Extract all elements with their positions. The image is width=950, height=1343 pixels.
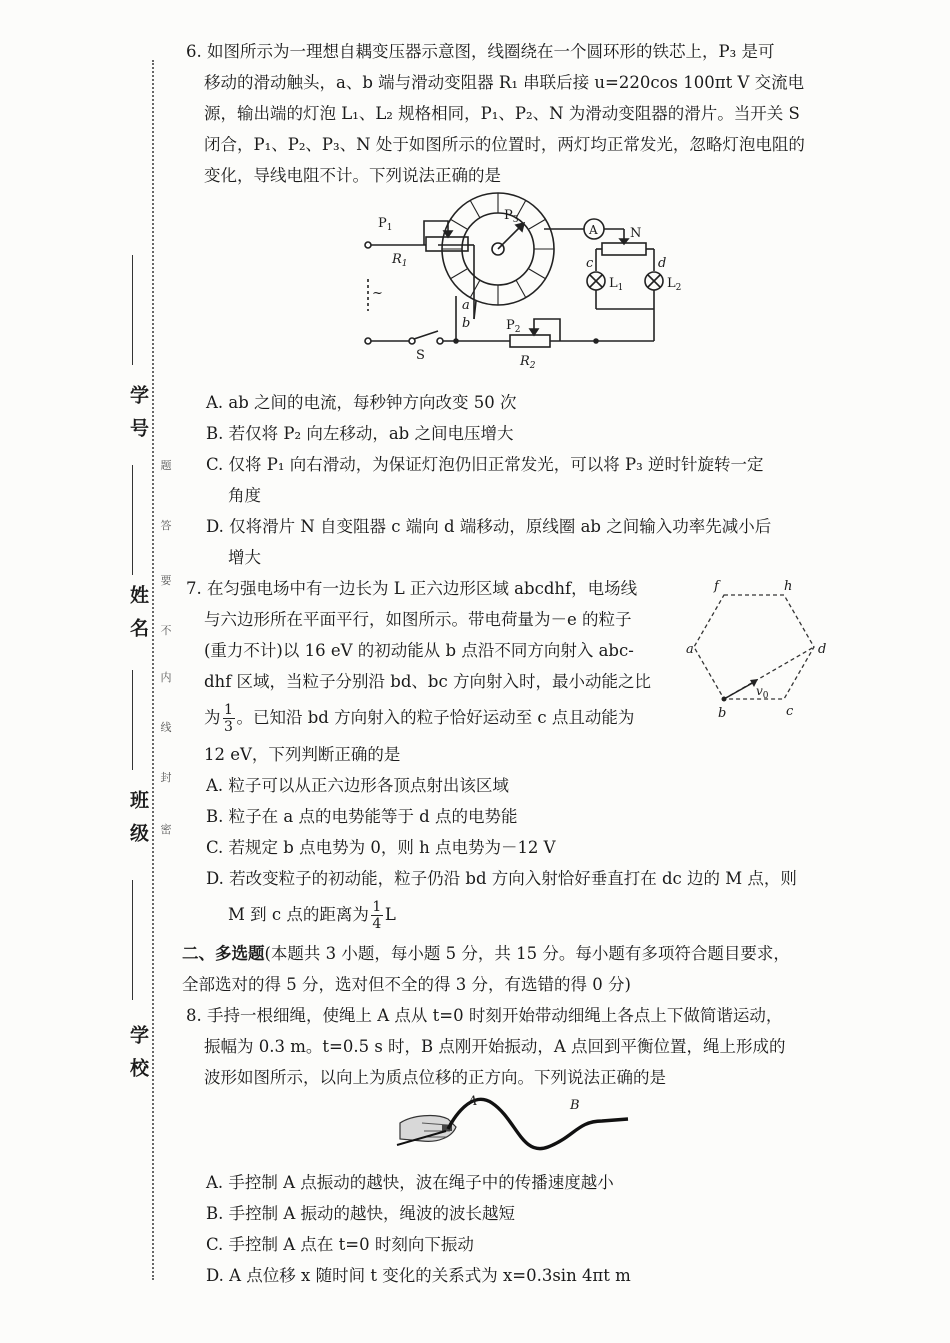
q8-stem-line: 8. 手持一根细绳，使绳上 A 点从 t=0 时刻开始带动细绳上各点上下做简谐运动， <box>186 1006 783 1025</box>
school-label: 学校 <box>127 1025 149 1091</box>
question-6 <box>186 36 836 573</box>
label-l2: $L_2$ <box>667 276 682 293</box>
q8-stem-line: 波形如图所示，以向上为质点位移的正方向。下列说法正确的是 <box>204 1068 666 1087</box>
q7-stem-line: 与六边形所在平面平行，如图所示。带电荷量为－e 的粒子 <box>204 610 632 629</box>
q6-stem-line: 源，输出端的灯泡 L₁、L₂ 规格相同，P₁、P₂、N 为滑动变阻器的滑片。当开关 S <box>204 104 800 123</box>
section-multi-choice <box>182 938 836 1000</box>
q7-stem-line: 7. 在匀强电场中有一边长为 L 正六边形区域 abcdhf，电场线 <box>186 579 638 598</box>
q6-stem-line: 闭合，P₁、P₂、P₃、N 处于如图所示的位置时，两灯均正常发光，忽略灯泡电阻的 <box>204 135 805 154</box>
label-d: d <box>658 256 667 271</box>
label-r1: $R_1$ <box>392 252 408 269</box>
q7-stem-line: (重力不计)以 16 eV 的初动能从 b 点沿不同方向射入 abc- <box>204 641 634 660</box>
q6-option-d-cont: 增大 <box>228 548 261 567</box>
seal-char: 密 <box>160 823 172 836</box>
q7-stem-pre: 为 <box>204 708 221 727</box>
seal-char: 封 <box>160 771 172 784</box>
input-terminal-top <box>365 242 371 248</box>
label-h: h <box>784 579 793 594</box>
label-p1: $P_1$ <box>378 216 393 233</box>
transformer-circuit-diagram <box>186 191 836 387</box>
p2-slider-arrow <box>530 329 538 335</box>
label-a: a <box>462 298 470 313</box>
q7-stem-line: dhf 区域，当粒子分别沿 bd、bc 方向射入时，最小动能之比 <box>204 672 651 691</box>
q6-option-b: B. 若仅将 P₂ 向左移动，ab 之间电压增大 <box>206 424 514 443</box>
section2-heading: 二、多选题 <box>182 944 265 963</box>
q6-figure-wrap <box>186 191 836 387</box>
v0-arrow <box>724 681 756 699</box>
label-b: b <box>462 316 471 331</box>
label-r2: $R_2$ <box>520 354 536 371</box>
class-line <box>132 670 133 770</box>
q7-stem-line: 12 eV，下列判断正确的是 <box>204 745 401 764</box>
name-line <box>132 465 133 575</box>
label-n: N <box>630 226 642 241</box>
seal-char: 题 <box>160 459 172 472</box>
switch-s <box>414 331 438 339</box>
input-terminal-bottom <box>365 338 371 344</box>
q7-option-b: B. 粒子在 a 点的电势能等于 d 点的电势能 <box>206 807 518 826</box>
label-p2: $P_2$ <box>506 318 521 335</box>
section2-line <box>182 938 836 969</box>
seal-char: 要 <box>160 574 172 587</box>
label-a: a <box>686 642 694 657</box>
q7-option-a: A. 粒子可以从正六边形各顶点射出该区域 <box>206 776 509 795</box>
label-ammeter: A <box>589 223 598 237</box>
fraction-one-third <box>223 702 235 735</box>
rope-wave-diagram <box>186 1093 836 1167</box>
q7-option-d: D. 若改变粒子的初动能，粒子仍沿 bd 方向入射恰好垂直打在 dc 边的 M 点，则 <box>206 869 797 888</box>
q8-option-d: D. A 点位移 x 随时间 t 变化的关系式为 x=0.3sin 4πt m <box>206 1266 631 1285</box>
label-s: S <box>416 348 425 363</box>
frac-den: 4 <box>372 916 382 932</box>
frac-num: 1 <box>224 702 233 718</box>
q7-d-pre: M 到 c 点的距离为 <box>228 905 369 924</box>
hexagon-field-diagram <box>686 577 836 727</box>
q8-option-c: C. 手控制 A 点在 t=0 时刻向下振动 <box>206 1235 474 1254</box>
q7-option-d-cont <box>186 894 836 936</box>
label-c: c <box>586 256 594 271</box>
frac-den: 3 <box>224 719 233 735</box>
label-c: c <box>786 704 794 719</box>
seal-char: 线 <box>160 721 172 734</box>
q6-option-a: A. ab 之间的电流，每秒钟方向改变 50 次 <box>206 393 517 412</box>
r2-resistor <box>510 335 550 347</box>
question-7 <box>186 573 836 936</box>
p3-arm <box>498 227 520 249</box>
seal-char: 不 <box>160 624 172 637</box>
q6-stem-line: 移动的滑动触头，a、b 端与滑动变阻器 R₁ 串联后接 u=220cos 100πt V 交流电 <box>204 73 805 92</box>
label-v0: $v_0$ <box>756 684 769 701</box>
seal-line <box>152 60 154 1280</box>
frac-num: 1 <box>372 899 382 915</box>
label-point-b: B <box>570 1098 580 1113</box>
section2-line: 全部选对的得 5 分，选对但不全的得 3 分，有选错的得 0 分) <box>182 975 631 994</box>
q6-stem-line: 6. 如图所示为一理想自耦变压器示意图，线圈绕在一个圆环形的铁芯上，P₃ 是可 <box>186 42 775 61</box>
seal-char: 答 <box>160 519 172 532</box>
q6-stem-line: 变化，导线电阻不计。下列说法正确的是 <box>204 166 501 185</box>
student-id-label: 学号 <box>127 385 149 451</box>
q7-option-c: C. 若规定 b 点电势为 0，则 h 点电势为－12 V <box>206 838 556 857</box>
label-f: f <box>714 579 719 594</box>
label-l1: $L_1$ <box>609 276 624 293</box>
q8-option-b: B. 手控制 A 振动的越快，绳波的波长越短 <box>206 1204 516 1223</box>
label-ac-source: ~ <box>372 286 383 301</box>
question-8 <box>186 1000 836 1291</box>
student-id-line <box>132 255 133 365</box>
name-label: 姓名 <box>127 585 149 651</box>
exam-content <box>182 36 836 1291</box>
q6-option-c-cont: 角度 <box>228 486 261 505</box>
q7-stem-post: 。已知沿 bd 方向射入的粒子恰好运动至 c 点且动能为 <box>236 708 635 727</box>
q8-option-a: A. 手控制 A 点振动的越快，波在绳子中的传播速度越小 <box>206 1173 614 1192</box>
class-label: 班级 <box>127 790 149 856</box>
label-p3: $P_3$ <box>504 208 519 225</box>
binding-margin <box>0 0 180 1343</box>
q7-d-post: L <box>384 905 396 924</box>
label-point-a: A <box>468 1094 478 1109</box>
seal-char: 内 <box>160 671 172 684</box>
q8-figure-wrap <box>186 1093 836 1167</box>
label-d: d <box>818 642 827 657</box>
q6-option-d: D. 仅将滑片 N 自变阻器 c 端向 d 端移动，原线圈 ab 之间输入功率先减小后 <box>206 517 772 536</box>
label-b: b <box>718 706 727 721</box>
fraction-one-quarter <box>371 899 383 932</box>
section2-desc: (本题共 3 小题，每小题 5 分，共 15 分。每小题有多项符合题目要求， <box>264 944 790 963</box>
q8-stem-line: 振幅为 0.3 m。t=0.5 s 时，B 点刚开始振动，A 点回到平衡位置，绳上形成的 <box>204 1037 786 1056</box>
school-line <box>132 880 133 1000</box>
q6-option-c: C. 仅将 P₁ 向右滑动，为保证灯泡仍旧正常发光，可以将 P₃ 逆时针旋转一定 <box>206 455 764 474</box>
